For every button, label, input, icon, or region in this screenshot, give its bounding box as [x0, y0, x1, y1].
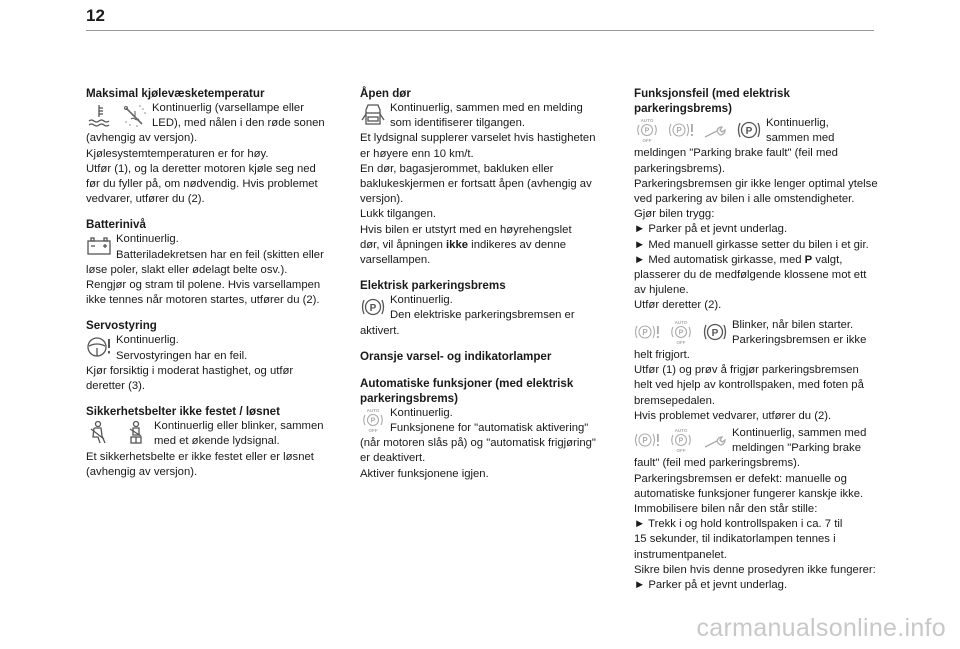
parking-brake-fault-icon — [668, 117, 694, 143]
door-line-5: En dør, bagasjerommet, bakluken eller — [360, 162, 554, 175]
section-seatbelt — [86, 404, 338, 480]
parkbrake-line-2: Den elektriske parkeringsbremsen er — [390, 309, 575, 322]
auto-line-2: Funksjonene for "automatisk aktivering" — [390, 422, 589, 435]
fault-line-8 — [634, 253, 890, 268]
continuous-line-5: ► Trekk i og hold kontrollspaken i ca. 7 til — [634, 518, 843, 531]
open-door-icon — [360, 102, 386, 128]
continuous-line-7: instrumentpanelet. — [634, 548, 727, 561]
heading-coolant: Maksimal kjølevæsketemperatur — [86, 87, 265, 100]
blink-line-2: Utfør (1) og prøv å frigjør parkeringsbremsen — [634, 364, 859, 377]
door-line-10 — [360, 238, 610, 253]
steering-line-2: Servostyringen har en feil. — [116, 349, 248, 362]
svg-text:P: P — [370, 417, 376, 425]
continuous-line-6: 15 sekunder, til indikatorlampen tennes i — [634, 533, 836, 546]
watermark: carmanualsonline.info — [696, 614, 946, 642]
seatbelt-line-1: Kontinuerlig eller blinker, sammen — [154, 420, 324, 433]
parkbrake-line-1: Kontinuerlig. — [390, 294, 453, 307]
door-line-8: Lukk tilgangen. — [360, 208, 436, 221]
blink-line-5: Hvis problemet vedvarer, utfører du (2). — [634, 409, 832, 422]
continuous-intro-1: Kontinuerlig, sammen med — [732, 427, 867, 440]
svg-text:AUTO: AUTO — [674, 319, 688, 325]
continuous-line-2: Parkeringsbremsen er defekt: manuelle og — [634, 472, 847, 485]
door-line-2: som identifiserer tilgangen. — [390, 117, 526, 130]
parkbrake-line-3: aktivert. — [360, 324, 400, 337]
parking-brake-icon — [736, 117, 762, 143]
column-3 — [634, 86, 890, 603]
fault-line-8-post: valgt, — [812, 253, 843, 266]
battery-line-1: Kontinuerlig. — [116, 233, 179, 246]
fault-line-4: ved parkering av bilen i alle omstendigheter. — [634, 193, 855, 206]
heading-door: Åpen dør — [360, 87, 411, 100]
door-line-10-bold: ikke — [446, 238, 469, 251]
section-coolant — [86, 86, 338, 207]
auto-line-4: er deaktivert. — [360, 452, 426, 465]
continuous-intro-2: meldingen "Parking brake — [732, 442, 861, 455]
seatbelt-line-2: med et økende lydsignal. — [154, 435, 280, 448]
steering-line-1: Kontinuerlig. — [116, 334, 179, 347]
top-rule — [86, 30, 874, 31]
heading-fault-line-1: Funksjonsfeil (med elektrisk — [634, 87, 790, 100]
fault-line-8-bold: P — [804, 253, 813, 266]
wrench-icon — [702, 427, 728, 453]
parking-brake-auto-off-icon — [634, 117, 660, 143]
svg-text:AUTO: AUTO — [366, 407, 380, 413]
parking-brake-fault-icon — [634, 319, 660, 345]
door-line-11: varsellampen. — [360, 254, 431, 267]
blink-line-1: helt frigjort. — [634, 349, 690, 362]
fault-intro-1: Kontinuerlig, — [766, 117, 829, 129]
heading-auto-line-2: parkeringsbrems) — [360, 391, 458, 405]
battery-line-3: løse poler, slakt eller ødelagt belte osv.). — [86, 263, 288, 276]
blink-intro-1: Blinker, når bilen starter. — [732, 318, 854, 331]
heading-auto-line-1: Automatiske funksjoner (med elektrisk — [360, 376, 574, 390]
fault-line-2: parkeringsbrems). — [634, 162, 726, 175]
seatbelt-icon — [86, 420, 112, 446]
column-2 — [360, 86, 610, 492]
auto-line-3: (når motoren slås på) og "automatisk frigjøring" — [360, 437, 596, 450]
continuous-line-3: automatiske funksjoner fungerer kanskje ikke. — [634, 487, 864, 500]
fault-line-10: av hjulene. — [634, 284, 689, 297]
continuous-line-1: fault" (feil med parkeringsbrems). — [634, 457, 800, 470]
door-line-10-post: indikeres av denne — [468, 238, 567, 251]
column-1 — [86, 86, 338, 490]
continuous-line-8: Sikre bilen hvis denne prosedyren ikke fungerer: — [634, 563, 876, 576]
section-orange — [360, 349, 610, 364]
section-steering — [86, 318, 338, 394]
auto-line-1: Kontinuerlig. — [390, 406, 453, 419]
fault-line-8-pre: ► Med automatisk girkasse, med — [634, 253, 805, 266]
svg-text:P: P — [676, 126, 682, 135]
coolant-line-5: Utfør (1), og la deretter motoren kjøle seg ned — [86, 162, 316, 175]
heading-orange: Oransje varsel- og indikatorlamper — [360, 349, 552, 363]
heading-battery: Batterinivå — [86, 218, 146, 232]
wrench-icon — [702, 117, 728, 143]
svg-text:P: P — [642, 436, 648, 446]
door-line-1: Kontinuerlig, sammen med en melding — [390, 102, 583, 114]
battery-line-4: Rengjør og stram til polene. Hvis varsellampen — [86, 279, 321, 292]
parking-brake-auto-off-icon — [668, 319, 694, 345]
parking-brake-auto-off-icon — [360, 407, 386, 433]
fault-line-9: plasserer du de medfølgende klossene mot ett — [634, 269, 867, 282]
svg-text:P: P — [745, 126, 753, 137]
auto-line-5: Aktiver funksjonene igjen. — [360, 467, 489, 480]
section-blink — [634, 318, 890, 424]
section-fault — [634, 86, 890, 314]
coolant-line-3: (avhengig av versjon). — [86, 132, 198, 145]
seatbelt-line-3: Et sikkerhetsbelte er ikke festet eller er løsnet — [86, 450, 314, 463]
blink-line-4: bremsepedalen. — [634, 394, 716, 407]
blink-line-3: helt ved hjelp av kontrollspaken, med foten på — [634, 379, 864, 392]
parking-brake-icon — [360, 294, 386, 320]
parking-brake-fault-icon — [634, 427, 660, 453]
section-door — [360, 86, 610, 268]
svg-text:P: P — [711, 327, 719, 339]
battery-line-2: Batteriladekretsen har en feil (skitten eller — [116, 248, 324, 261]
svg-text:OFF: OFF — [676, 339, 686, 345]
door-line-10-pre: dør, vil åpningen — [360, 238, 447, 251]
battery-icon — [86, 233, 112, 259]
page-number: 12 — [86, 6, 105, 25]
svg-text:OFF: OFF — [676, 448, 686, 454]
svg-text:P: P — [678, 329, 684, 337]
continuous-line-4: Immobilisere bilen når den står stille: — [634, 503, 818, 516]
coolant-line-7: vedvarer, utfører du (2). — [86, 193, 205, 206]
coolant-line-6: før du fyller på, om nødvendig. Hvis problemet — [86, 178, 318, 191]
fault-line-3: Parkeringsbremsen gir ikke lenger optimal ytelse — [634, 177, 878, 190]
door-line-9: Hvis bilen er utstyrt med en høyrehengslet — [360, 223, 572, 236]
parking-brake-icon — [702, 319, 728, 345]
heading-parkbrake: Elektrisk parkeringsbrems — [360, 279, 506, 293]
parking-brake-auto-off-icon — [668, 427, 694, 453]
rear-seatbelt-icon — [124, 420, 150, 446]
svg-text:P: P — [644, 127, 650, 135]
coolant-line-4: Kjølesystemtemperaturen er for høy. — [86, 147, 269, 160]
svg-text:OFF: OFF — [368, 427, 378, 433]
fault-line-1: meldingen "Parking brake fault" (feil med — [634, 147, 838, 160]
svg-text:AUTO: AUTO — [640, 118, 654, 123]
door-line-6: baklukeskjermen er fortsatt åpen (avhengig av — [360, 178, 592, 191]
seatbelt-line-4: (avhengig av versjon). — [86, 465, 198, 478]
coolant-temperature-needle-icon — [122, 102, 148, 128]
heading-seatbelt: Sikkerhetsbelter ikke festet / løsnet — [86, 405, 280, 419]
section-parkbrake — [360, 278, 610, 339]
door-line-4: er høyere enn 10 km/t. — [360, 147, 474, 160]
steering-line-3: Kjør forsiktig i moderat hastighet, og utfør — [86, 364, 294, 377]
fault-intro-2: sammen med — [766, 132, 835, 145]
svg-text:OFF: OFF — [642, 138, 652, 143]
door-line-3: Et lydsignal supplerer varselet hvis hastigheten — [360, 132, 596, 145]
section-continuous — [634, 426, 890, 593]
battery-line-5: ikke tennes når motoren startes, utfører du (2). — [86, 294, 320, 307]
fault-line-11: Utfør deretter (2). — [634, 299, 722, 312]
svg-text:P: P — [642, 327, 648, 337]
section-auto — [360, 376, 610, 482]
svg-text:P: P — [678, 437, 684, 445]
steering-line-4: deretter (3). — [86, 380, 146, 393]
fault-line-6: ► Parker på et jevnt underlag. — [634, 223, 788, 236]
svg-text:AUTO: AUTO — [674, 428, 688, 434]
heading-steering: Servostyring — [86, 319, 157, 333]
coolant-line-2: LED), med nålen i den røde sonen — [152, 117, 325, 130]
heading-fault-line-2: parkeringsbrems) — [634, 102, 732, 115]
blink-intro-2: Parkeringsbremsen er ikke — [732, 333, 867, 346]
continuous-line-9: ► Parker på et jevnt underlag. — [634, 579, 788, 592]
svg-text:P: P — [369, 303, 377, 315]
coolant-line-1: Kontinuerlig (varsellampe eller — [152, 102, 304, 114]
fault-line-5: Gjør bilen trygg: — [634, 208, 715, 221]
door-line-7: versjon). — [360, 193, 404, 206]
fault-line-7: ► Med manuell girkasse setter du bilen i et gir. — [634, 238, 869, 251]
section-battery — [86, 217, 338, 308]
coolant-temperature-icon — [86, 102, 112, 128]
steering-wheel-warning-icon — [86, 334, 112, 360]
